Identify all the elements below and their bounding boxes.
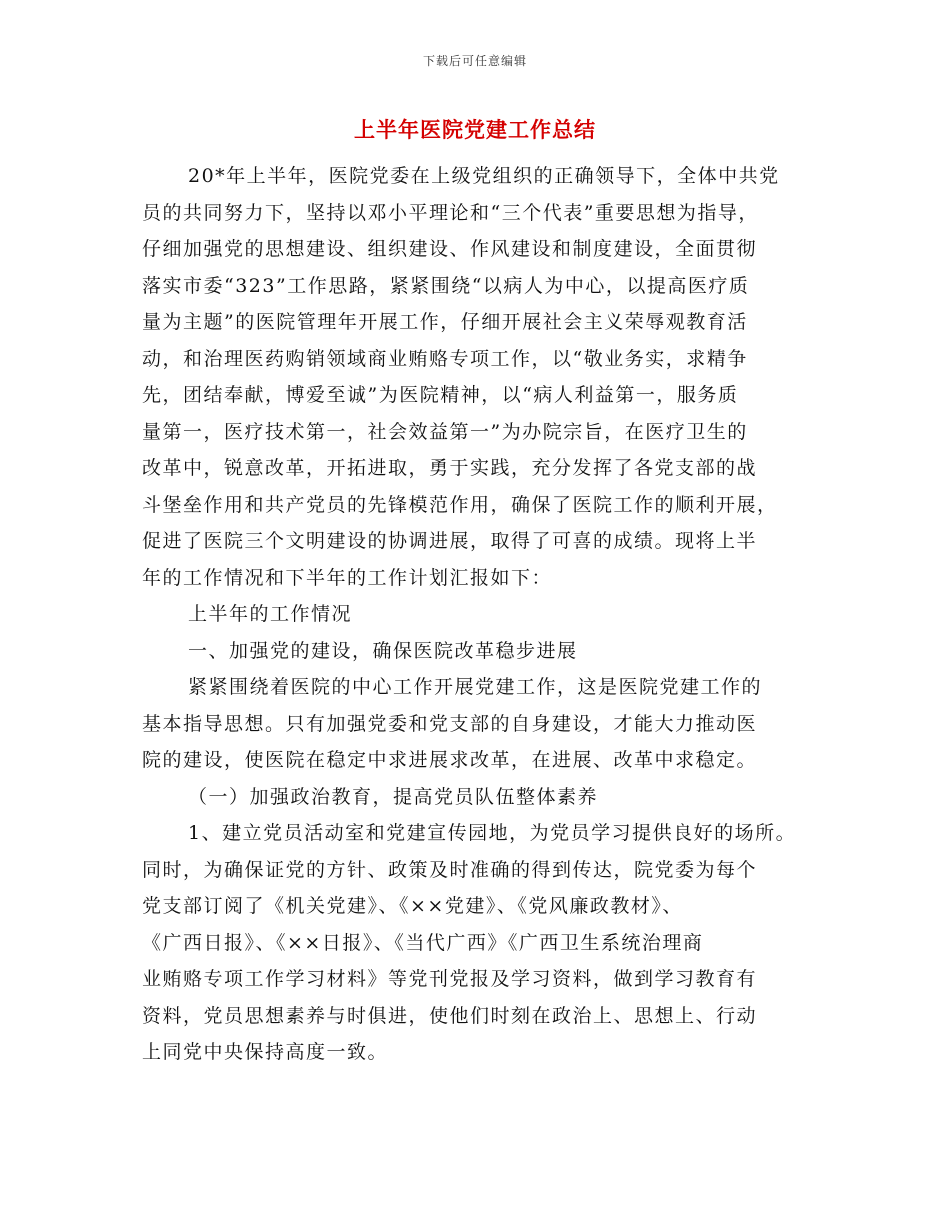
paragraph-line: 党支部订阅了《机关党建》、《××党建》、《党风廉政教材》、	[142, 895, 683, 917]
paragraph-line: 基本指导思想。只有加强党委和党支部的自身建设，才能大力推动医	[142, 712, 758, 735]
paragraph-line: 年的工作情况和下半年的工作计划汇报如下：	[142, 566, 553, 589]
subsection-heading: （一）加强政治教育，提高党员队伍整体素养	[188, 785, 599, 808]
paragraph-line: 斗堡垒作用和共产党员的先锋模范作用，确保了医院工作的顺利开展，	[142, 493, 778, 516]
paragraph-line: 1、建立党员活动室和党建宣传园地，为党员学习提供良好的场所。	[188, 822, 797, 844]
document-title: 上半年医院党建工作总结	[354, 117, 596, 142]
section-heading: 上半年的工作情况	[188, 603, 353, 625]
paragraph-line: 落实市委“323”工作思路，紧紧围绕“以病人为中心，以提高医疗质	[142, 274, 750, 297]
paragraph-line: 动，和治理医药购销领域商业贿赂专项工作，以“敬业务实，求精争	[142, 347, 748, 370]
paragraph-line: 量为主题”的医院管理年开展工作，仔细开展社会主义荣辱观教育活	[142, 311, 748, 333]
paragraph-line: 业贿赂专项工作学习材料》等党刊党报及学习资料，做到学习教育有	[142, 968, 758, 990]
paragraph-line: 员的共同努力下，坚持以邓小平理论和“三个代表”重要思想为指导，	[142, 201, 759, 224]
paragraph-line: 仔细加强党的思想建设、组织建设、作风建设和制度建设，全面贯彻	[142, 238, 758, 260]
paragraph-line: 上同党中央保持高度一致。	[142, 1041, 389, 1063]
paragraph-line: 20*年上半年，医院党委在上级党组织的正确领导下，全体中共党	[188, 165, 780, 187]
paragraph-line: 资料，党员思想素养与时俱进，使他们时刻在政治上、思想上、行动	[142, 1004, 758, 1027]
paragraph-line: 促进了医院三个文明建设的协调进展，取得了可喜的成绩。现将上半	[142, 530, 758, 552]
document-body	[142, 158, 832, 1071]
paragraph-line: 院的建设，使医院在稳定中求进展求改革，在进展、改革中求稳定。	[142, 749, 758, 771]
paragraph-line: 先，团结奉献，博爱至诚”为医院精神，以“病人利益第一，服务质	[142, 384, 739, 406]
paragraph-line: 量第一，医疗技术第一，社会效益第一”为办院宗旨，在医疗卫生的	[142, 420, 748, 443]
paragraph-line: 同时，为确保证党的方针、政策及时准确的得到传达，院党委为每个	[142, 858, 758, 881]
paragraph-line: 《广西日报》、《××日报》、《当代广西》《广西卫生系统治理商	[142, 931, 704, 954]
section-heading: 一、加强党的建设，确保医院改革稳步进展	[188, 639, 578, 662]
paragraph-line: 紧紧围绕着医院的中心工作开展党建工作，这是医院党建工作的	[188, 676, 763, 698]
paragraph-line: 改革中，锐意改革，开拓进取，勇于实践，充分发挥了各党支部的战	[142, 457, 758, 479]
page-header-note: 下载后可任意编辑	[422, 54, 527, 68]
